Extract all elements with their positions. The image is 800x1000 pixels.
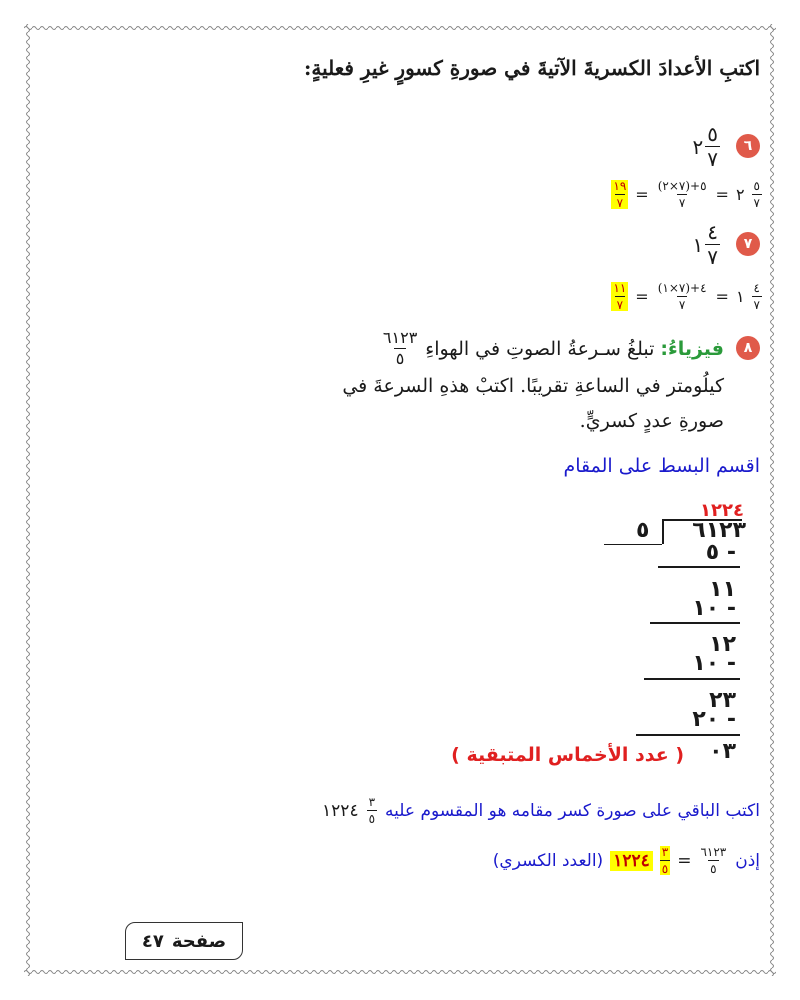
equals-sign: = bbox=[635, 287, 649, 306]
numerator: ٦١٢٣ bbox=[700, 845, 727, 859]
equals-sign: = bbox=[715, 185, 729, 204]
division-step: - ٢٠ bbox=[692, 707, 736, 732]
divisor-underline bbox=[604, 544, 662, 545]
division-line bbox=[658, 566, 740, 568]
problem-7-whole: ١ bbox=[692, 232, 704, 257]
remainder-instruction bbox=[322, 796, 760, 825]
divide-instruction: اقسم البسط على المقام bbox=[563, 455, 760, 477]
problem-8-text: تبلغُ سـرعةُ الصوتِ في الهواءِ bbox=[425, 337, 655, 360]
page-number: ٤٧ bbox=[141, 930, 164, 952]
division-step: - ٥ bbox=[705, 540, 736, 565]
mixed-fraction bbox=[752, 282, 762, 311]
denominator: ٧ bbox=[753, 196, 760, 210]
denominator: ٥ bbox=[368, 812, 376, 826]
numerator: ١٩ bbox=[613, 179, 627, 193]
problem-7-fraction bbox=[705, 222, 720, 267]
numerator: ٤ bbox=[707, 220, 718, 244]
division-line bbox=[650, 622, 740, 624]
numerator: ١١ bbox=[613, 281, 627, 295]
denominator: ٥ bbox=[395, 349, 405, 368]
numerator: ٦١٢٣ bbox=[382, 328, 418, 347]
division-remainder: ٠٣ bbox=[709, 739, 736, 764]
denominator: ٧ bbox=[707, 147, 718, 171]
final-rhs-fraction bbox=[660, 846, 670, 875]
denominator: ٧ bbox=[616, 298, 624, 312]
problem-6-equation bbox=[611, 180, 762, 209]
division-dividend: ٦١٢٣ bbox=[692, 518, 746, 543]
denominator: ٧ bbox=[678, 196, 686, 210]
speed-fraction bbox=[381, 330, 419, 367]
page-number-tab bbox=[125, 922, 243, 960]
numerator: (٧×٢)+٥ bbox=[657, 179, 707, 193]
division-step: ١٢ bbox=[709, 632, 736, 657]
answer-fraction bbox=[611, 282, 628, 311]
remainder-instruction-text: اكتب الباقي على صورة كسر مقامه هو المقسوم عليه bbox=[385, 800, 760, 821]
whole-part: ٢ bbox=[735, 185, 745, 204]
numerator: ٤ bbox=[753, 281, 760, 295]
problem-8-line-2: كيلُومتر في الساعةِ تقريبًا. اكتبْ هذهِ السرعةَ في bbox=[342, 375, 724, 397]
final-prefix: إذن bbox=[735, 850, 760, 871]
division-step: ١١ bbox=[709, 577, 736, 602]
problem-6-whole: ٢ bbox=[692, 134, 704, 159]
remainder-note: ( عدد الأخماس المتبقية ) bbox=[451, 744, 684, 766]
division-step: ٢٣ bbox=[709, 688, 736, 713]
problem-8-badge: ٨ bbox=[736, 336, 760, 360]
denominator: ٥ bbox=[710, 862, 717, 876]
remainder-fraction bbox=[367, 796, 377, 825]
division-step: - ١٠ bbox=[692, 651, 736, 676]
denominator: ٧ bbox=[616, 196, 624, 210]
equals-sign: = bbox=[635, 185, 649, 204]
problem-6-fraction bbox=[705, 124, 720, 169]
final-answer bbox=[493, 846, 760, 875]
division-line bbox=[636, 734, 740, 736]
answer-fraction bbox=[611, 180, 628, 209]
division-bar bbox=[662, 519, 742, 521]
denominator: ٧ bbox=[678, 298, 686, 312]
division-line bbox=[644, 678, 740, 680]
expanded-fraction bbox=[656, 282, 709, 311]
numerator: ٣ bbox=[661, 845, 669, 859]
problem-6-badge: ٦ bbox=[736, 134, 760, 158]
division-divisor: ٥ bbox=[636, 518, 650, 543]
problem-6-mixed-number bbox=[693, 124, 721, 169]
denominator: ٧ bbox=[753, 298, 760, 312]
problem-7-badge: ٧ bbox=[736, 232, 760, 256]
denominator: ٧ bbox=[707, 245, 718, 269]
numerator: ٥ bbox=[707, 122, 718, 146]
division-quotient: ١٢٢٤ bbox=[700, 500, 744, 521]
denominator: ٥ bbox=[661, 862, 669, 876]
mixed-fraction bbox=[752, 180, 762, 209]
final-suffix: (العدد الكسري) bbox=[492, 850, 604, 871]
equals-sign: = bbox=[715, 287, 729, 306]
page-label: صفحة bbox=[171, 930, 227, 952]
problem-8-line-1 bbox=[381, 330, 724, 367]
numerator: ٥ bbox=[753, 179, 760, 193]
equals-sign: = bbox=[677, 850, 692, 871]
final-rhs-whole: ١٢٢٤ bbox=[610, 851, 653, 871]
problem-8-line-3: صورةِ عددٍ كسريٍّ. bbox=[579, 410, 724, 432]
division-bracket bbox=[662, 519, 664, 544]
final-lhs-fraction bbox=[698, 846, 728, 875]
subject-label: فيزياءُ: bbox=[660, 337, 724, 360]
numerator: ٣ bbox=[368, 795, 376, 809]
whole-part: ١ bbox=[735, 287, 745, 306]
remainder-whole: ١٢٢٤ bbox=[322, 800, 359, 821]
numerator: (٧×١)+٤ bbox=[657, 281, 707, 295]
problem-7-mixed-number bbox=[693, 222, 721, 267]
expanded-fraction bbox=[656, 180, 709, 209]
problem-7-equation bbox=[611, 282, 762, 311]
instruction-heading: اكتبِ الأعدادَ الكسريةَ الآتيةَ في صورةِ كسورٍ غيرِ فعليةٍ: bbox=[304, 56, 760, 80]
division-step: - ١٠ bbox=[692, 596, 736, 621]
